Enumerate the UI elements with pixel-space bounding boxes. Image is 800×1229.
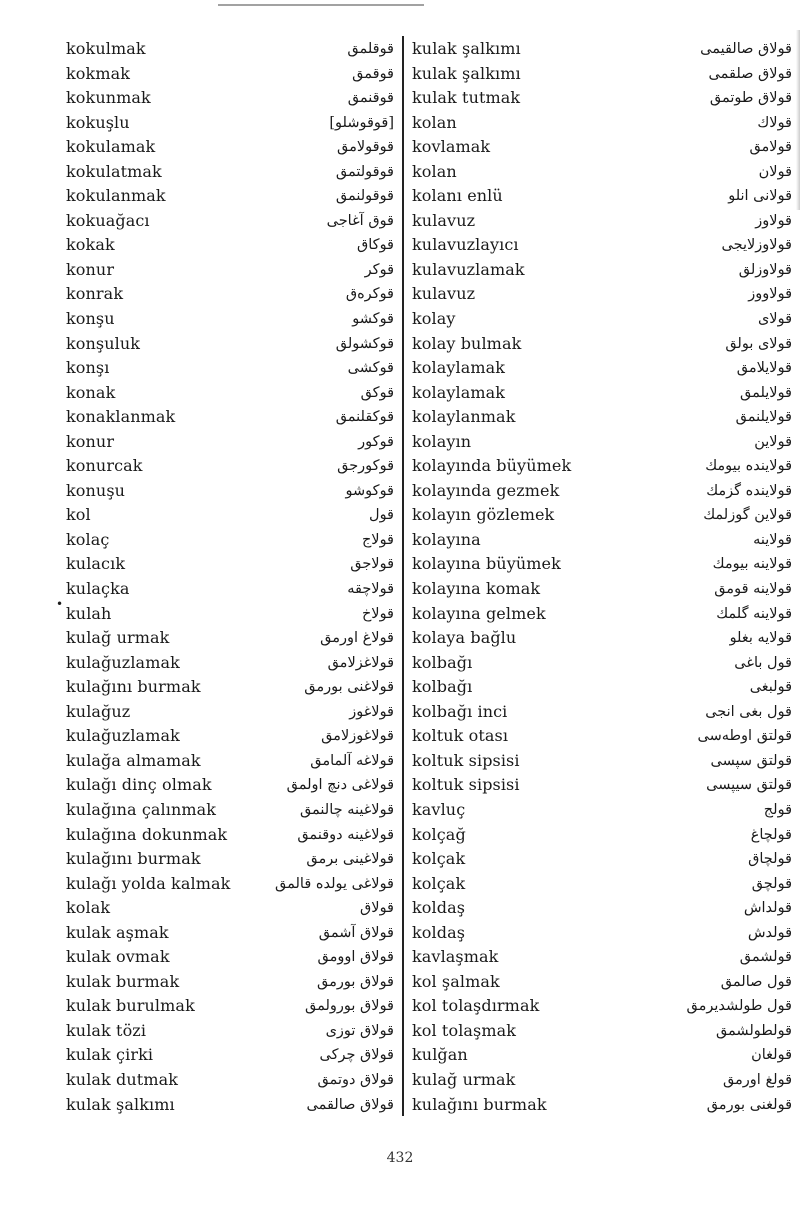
page-number: 432 [386, 1150, 414, 1166]
entry-arabic: قولاق بورمق [317, 973, 394, 990]
entry-latin: konur [66, 431, 115, 451]
entry-arabic: قوكرەق [345, 286, 394, 303]
entry-latin: kulavuz [412, 210, 476, 230]
dictionary-entry [412, 37, 792, 62]
entry-arabic: قولاوزلايجى [721, 237, 792, 254]
entry-latin: kulavuzlamak [412, 259, 525, 279]
dictionary-entry [66, 135, 394, 160]
entry-latin: kulağını burmak [412, 1094, 547, 1114]
entry-arabic: قوكوشو [345, 482, 394, 499]
entry-arabic: قولاغينه دوقنمق [297, 826, 394, 843]
entry-latin: kulağuzlamak [66, 726, 180, 746]
dictionary-entry [412, 552, 792, 577]
entry-latin: kovlamak [412, 137, 491, 157]
entry-arabic: قولغان [751, 1047, 792, 1064]
entry-arabic: قولاغينى برمق [306, 851, 394, 868]
entry-latin: kulak dutmak [66, 1069, 179, 1089]
entry-latin: kolaylamak [412, 358, 506, 378]
dictionary-entry [66, 798, 394, 823]
dictionary-entry [66, 921, 394, 946]
dictionary-entry [412, 356, 792, 381]
page-edge-shadow [796, 30, 800, 210]
entry-latin: kokulmak [66, 39, 146, 58]
entry-arabic: قوقلمق [347, 41, 394, 57]
entry-latin: kulacık [66, 554, 126, 574]
dictionary-entry [66, 454, 394, 479]
dictionary-entry [66, 1068, 394, 1093]
entry-arabic: قوكاق [357, 237, 394, 254]
entry-latin: kolaya bağlu [412, 628, 517, 648]
dictionary-entry [412, 700, 792, 725]
entry-arabic: قولاغزلامق [327, 654, 394, 671]
entry-latin: kolayın gözlemek [412, 505, 555, 525]
dictionary-entry [412, 430, 792, 455]
entry-latin: kolbağı [412, 652, 473, 672]
entry-arabic: قول طولشديرمق [686, 998, 792, 1015]
dictionary-entry [66, 184, 394, 209]
entry-latin: kulağı dinç olmak [66, 775, 212, 795]
dictionary-entry [66, 381, 394, 406]
entry-latin: kulak tözi [66, 1020, 147, 1040]
entry-latin: kulağına dokunmak [66, 824, 228, 844]
entry-arabic: قولاق صلقمى [708, 65, 792, 82]
entry-arabic: قولاغى يولده قالمق [275, 875, 394, 892]
entry-arabic: قولايلمق [739, 384, 792, 401]
dictionary-entry [66, 773, 394, 798]
entry-latin: kol tolaşdırmak [412, 996, 540, 1016]
entry-arabic: قولامق [749, 139, 792, 156]
dictionary-entry [66, 823, 394, 848]
entry-latin: kulak burmak [66, 971, 180, 991]
entry-latin: konşuluk [66, 333, 141, 353]
entry-arabic: قولبغى [749, 679, 792, 696]
entry-arabic: قولاق بورولمق [305, 998, 394, 1015]
entry-latin: kolan [412, 161, 457, 181]
dictionary-entry [66, 1019, 394, 1044]
entry-latin: konaklanmak [66, 407, 176, 427]
entry-latin: kulağ urmak [66, 628, 170, 648]
entry-arabic: قولاى [757, 311, 792, 328]
entry-arabic: قولاغى دنچ اولمق [286, 777, 394, 794]
dictionary-entry [412, 945, 792, 970]
entry-arabic: قولاين گوزلمك [703, 507, 792, 524]
entry-arabic: قولاغوزلامق [321, 728, 394, 745]
entry-latin: kolçağ [412, 824, 466, 844]
entry-latin: konşı [66, 358, 110, 378]
entry-latin: kol [66, 505, 91, 525]
entry-latin: kulğan [412, 1045, 468, 1065]
entry-arabic: قول باغى [734, 654, 792, 671]
dictionary-entry [412, 405, 792, 430]
dictionary-entry [412, 209, 792, 234]
entry-arabic: قولاج [361, 531, 394, 548]
dictionary-entry [412, 970, 792, 995]
entry-arabic: قولايلنمق [735, 409, 792, 426]
entry-arabic: قولاغوز [349, 703, 394, 720]
entry-latin: kolbağı inci [412, 701, 508, 721]
entry-latin: kulaçka [66, 579, 130, 599]
entry-arabic: قولاغه آلمامق [310, 752, 394, 769]
entry-latin: kolayına gelmek [412, 603, 546, 623]
entry-arabic: قوكقلنمق [335, 409, 394, 426]
entry-arabic: قولاينه [753, 531, 792, 548]
entry-arabic: قولانى انلو [728, 188, 792, 205]
entry-arabic: قولاينده بيومك [705, 458, 792, 475]
entry-arabic: قولتق سپسى [710, 752, 792, 769]
entry-latin: kolayında büyümek [412, 456, 572, 476]
entry-arabic: قولچاغ [750, 826, 792, 843]
entry-latin: kavluç [412, 799, 466, 819]
dictionary-entry [412, 872, 792, 897]
dictionary-entry [412, 602, 792, 627]
dictionary-entry [66, 1043, 394, 1068]
entry-latin: konurcak [66, 456, 143, 476]
entry-arabic: قوكشو [352, 311, 394, 328]
dictionary-entry [412, 282, 792, 307]
entry-latin: koldaş [412, 922, 466, 942]
dictionary-entry [412, 528, 792, 553]
entry-arabic: قوكشولق [335, 335, 394, 352]
entry-arabic: قوقنمق [347, 90, 394, 107]
entry-latin: kulağuz [66, 701, 131, 721]
entry-latin: kulak şalkımı [412, 63, 521, 83]
entry-arabic: قولتق سيپسى [706, 777, 792, 794]
entry-arabic: قولاچقه [347, 581, 394, 598]
dictionary-entry [66, 528, 394, 553]
dictionary-entry [412, 823, 792, 848]
entry-arabic: قولاغينه چالنمق [299, 801, 394, 818]
dictionary-entry [66, 62, 394, 87]
entry-arabic: قوقولتمق [335, 163, 394, 180]
entry-latin: koltuk otası [412, 726, 509, 746]
entry-arabic: قوقولامق [337, 139, 394, 156]
dictionary-entry [412, 1043, 792, 1068]
entry-arabic: قولاوز [755, 212, 792, 229]
entry-arabic: قولاق آشمق [318, 924, 394, 941]
dictionary-entry [66, 209, 394, 234]
entry-latin: koldaş [412, 898, 466, 918]
dictionary-entry [66, 872, 394, 897]
entry-latin: kolayına [412, 529, 481, 549]
left-column [66, 37, 394, 1117]
dictionary-entry [412, 773, 792, 798]
entry-latin: kokunmak [66, 88, 151, 108]
dictionary-entry [66, 356, 394, 381]
entry-latin: kulağuzlamak [66, 652, 180, 672]
dictionary-entry [412, 577, 792, 602]
dictionary-entry [66, 430, 394, 455]
dictionary-entry [412, 798, 792, 823]
entry-latin: koltuk sipsisi [412, 750, 520, 770]
entry-arabic: قولج [763, 801, 792, 818]
dictionary-entry [412, 479, 792, 504]
entry-arabic: قولغنى بورمق [706, 1096, 792, 1113]
entry-latin: koltuk sipsisi [412, 775, 520, 795]
entry-latin: kokuşlu [66, 112, 130, 132]
entry-arabic: قولان [758, 163, 792, 180]
entry-arabic: قولاين [754, 433, 792, 450]
entry-latin: konrak [66, 284, 124, 304]
entry-arabic: قول صالمق [720, 973, 792, 990]
entry-arabic: [قوقوشلو] [329, 114, 394, 131]
entry-latin: kulavuzlayıcı [412, 235, 519, 255]
dictionary-entry [66, 282, 394, 307]
dictionary-entry [66, 111, 394, 136]
entry-latin: kokuağacı [66, 210, 150, 230]
entry-latin: kavlaşmak [412, 947, 499, 967]
entry-arabic: قولاك [757, 114, 792, 131]
entry-latin: kol tolaşmak [412, 1020, 517, 1040]
entry-arabic: قولاق توزى [325, 1022, 394, 1039]
entry-arabic: قولايه بغلو [729, 630, 792, 647]
entry-arabic: قولاى بولق [725, 335, 792, 352]
dictionary-entry [412, 847, 792, 872]
entry-arabic: قول [369, 507, 394, 524]
entry-arabic: قولاينه بيومك [712, 556, 792, 573]
entry-arabic: قولتق اوطەسى [697, 728, 792, 745]
dictionary-entry [66, 749, 394, 774]
entry-latin: kolbağı [412, 677, 473, 697]
dictionary-entry [412, 111, 792, 136]
dictionary-entry [412, 307, 792, 332]
entry-arabic: قولچق [751, 875, 792, 892]
entry-arabic: قوكشى [347, 360, 394, 377]
entry-latin: konşu [66, 309, 115, 329]
entry-latin: kulağı yolda kalmak [66, 873, 231, 893]
entry-arabic: قولاغ اورمق [320, 630, 394, 647]
entry-arabic: قولاق طوتمق [709, 90, 792, 107]
entry-latin: kolaç [66, 529, 110, 549]
entry-latin: kokulanmak [66, 186, 166, 206]
dictionary-entry [66, 86, 394, 111]
dictionary-entry [66, 700, 394, 725]
entry-arabic: قولشمق [739, 949, 792, 966]
dictionary-entry [66, 1093, 394, 1118]
dictionary-entry [412, 651, 792, 676]
entry-arabic: قوكورجق [337, 458, 394, 475]
entry-arabic: قولاغنى بورمق [304, 679, 394, 696]
entry-latin: kulah [66, 603, 112, 623]
entry-arabic: قولاجق [350, 556, 394, 573]
entry-arabic: قولچاق [748, 851, 792, 868]
dictionary-entry [412, 724, 792, 749]
dictionary-entry [66, 945, 394, 970]
entry-latin: kokak [66, 235, 115, 255]
dictionary-entry [66, 675, 394, 700]
entry-latin: konak [66, 382, 116, 402]
entry-latin: kolayın [412, 431, 472, 451]
dictionary-entry [412, 454, 792, 479]
dictionary-entry [412, 332, 792, 357]
column-divider [402, 36, 404, 1116]
dictionary-entry [66, 651, 394, 676]
entry-arabic: قوكق [360, 384, 394, 401]
entry-arabic: قولاينه قومق [714, 581, 792, 598]
entry-arabic: قولاووز [748, 286, 792, 303]
entry-latin: kolak [66, 898, 111, 918]
entry-arabic: قولاق صالقمى [306, 1096, 394, 1113]
entry-latin: kulak çirki [66, 1045, 154, 1065]
entry-latin: kulağa almamak [66, 750, 201, 770]
dictionary-entry [412, 675, 792, 700]
entry-arabic: قولغ اورمق [722, 1071, 792, 1088]
entry-latin: kolayına büyümek [412, 554, 561, 574]
dictionary-entry [412, 258, 792, 283]
entry-arabic: قولاينه گلمك [716, 605, 792, 622]
dictionary-entry [66, 994, 394, 1019]
entry-arabic: قولاق صالقيمى [700, 41, 792, 57]
entry-arabic: قولداش [743, 900, 792, 917]
entry-arabic: قول بغى انجى [705, 703, 792, 720]
entry-arabic: قولايلامق [736, 360, 792, 377]
dictionary-entry [412, 994, 792, 1019]
dictionary-entry [412, 184, 792, 209]
dictionary-entry [66, 724, 394, 749]
dictionary-entry [66, 577, 394, 602]
dictionary-entry [66, 626, 394, 651]
dictionary-entry [412, 626, 792, 651]
entry-arabic: قولاخ [361, 605, 394, 622]
dictionary-entry [412, 749, 792, 774]
dictionary-entry [412, 135, 792, 160]
entry-arabic: قولاوزلق [738, 261, 792, 278]
entry-latin: kolçak [412, 849, 466, 869]
entry-arabic: قولاينده گزمك [706, 482, 792, 499]
entry-latin: kolayında gezmek [412, 480, 560, 500]
entry-latin: kokulamak [66, 137, 156, 157]
dictionary-entry [66, 552, 394, 577]
dictionary-entry [66, 332, 394, 357]
dictionary-entry [412, 503, 792, 528]
dictionary-entry [412, 62, 792, 87]
top-rule [218, 4, 424, 6]
entry-latin: konuşu [66, 480, 126, 500]
dictionary-entry [412, 233, 792, 258]
entry-latin: kulağını burmak [66, 677, 201, 697]
dictionary-entry [412, 896, 792, 921]
entry-latin: kolanı enlü [412, 186, 503, 206]
entry-latin: kulavuz [412, 284, 476, 304]
right-column [412, 37, 792, 1117]
dictionary-entry [66, 233, 394, 258]
dictionary-entry [66, 37, 394, 62]
entry-latin: kulağına çalınmak [66, 799, 217, 819]
entry-latin: kulak aşmak [66, 922, 169, 942]
dictionary-entry [412, 1093, 792, 1118]
dictionary-entry [66, 479, 394, 504]
dictionary-entry [412, 921, 792, 946]
entry-arabic: قولاق اوومق [317, 949, 394, 966]
entry-latin: kulağını burmak [66, 849, 201, 869]
entry-latin: kolaylanmak [412, 407, 516, 427]
dictionary-entry [66, 602, 394, 627]
entry-arabic: قولدش [747, 924, 792, 941]
entry-latin: kolan [412, 112, 457, 132]
dictionary-entry [66, 896, 394, 921]
dictionary-entry [66, 503, 394, 528]
entry-arabic: قولاق [360, 900, 394, 917]
bullet-mark: • [56, 597, 64, 611]
entry-arabic: قولاق دوتمق [317, 1071, 394, 1088]
entry-latin: kulak şalkımı [412, 39, 521, 58]
entry-arabic: قوكور [358, 433, 394, 450]
dictionary-entry [66, 847, 394, 872]
entry-latin: kol şalmak [412, 971, 500, 991]
dictionary-entry [66, 970, 394, 995]
dictionary-entry [66, 307, 394, 332]
dictionary-entry [412, 1019, 792, 1044]
entry-latin: kolay bulmak [412, 333, 522, 353]
dictionary-entry [412, 86, 792, 111]
entry-arabic: قوقولنمق [335, 188, 394, 205]
entry-arabic: قولطولشمق [715, 1022, 792, 1039]
dictionary-entry [412, 1068, 792, 1093]
entry-latin: kulak burulmak [66, 996, 195, 1016]
entry-latin: kokmak [66, 63, 131, 83]
entry-latin: kulak tutmak [412, 88, 521, 108]
entry-arabic: قولاق چركى [319, 1047, 394, 1064]
entry-latin: kulak ovmak [66, 947, 170, 967]
dictionary-entry [412, 381, 792, 406]
entry-latin: kulağ urmak [412, 1069, 516, 1089]
entry-arabic: قوكر [364, 261, 394, 278]
entry-arabic: قوق آغاجى [326, 212, 394, 229]
dictionary-entry [66, 160, 394, 185]
entry-latin: konur [66, 259, 115, 279]
entry-latin: kulak şalkımı [66, 1094, 175, 1114]
entry-latin: kolayına komak [412, 579, 541, 599]
entry-arabic: قوقمق [352, 65, 394, 82]
dictionary-entry [66, 258, 394, 283]
entry-latin: kokulatmak [66, 161, 162, 181]
dictionary-entry [412, 160, 792, 185]
dictionary-entry [66, 405, 394, 430]
entry-latin: kolçak [412, 873, 466, 893]
entry-latin: kolay [412, 309, 456, 329]
entry-latin: kolaylamak [412, 382, 506, 402]
